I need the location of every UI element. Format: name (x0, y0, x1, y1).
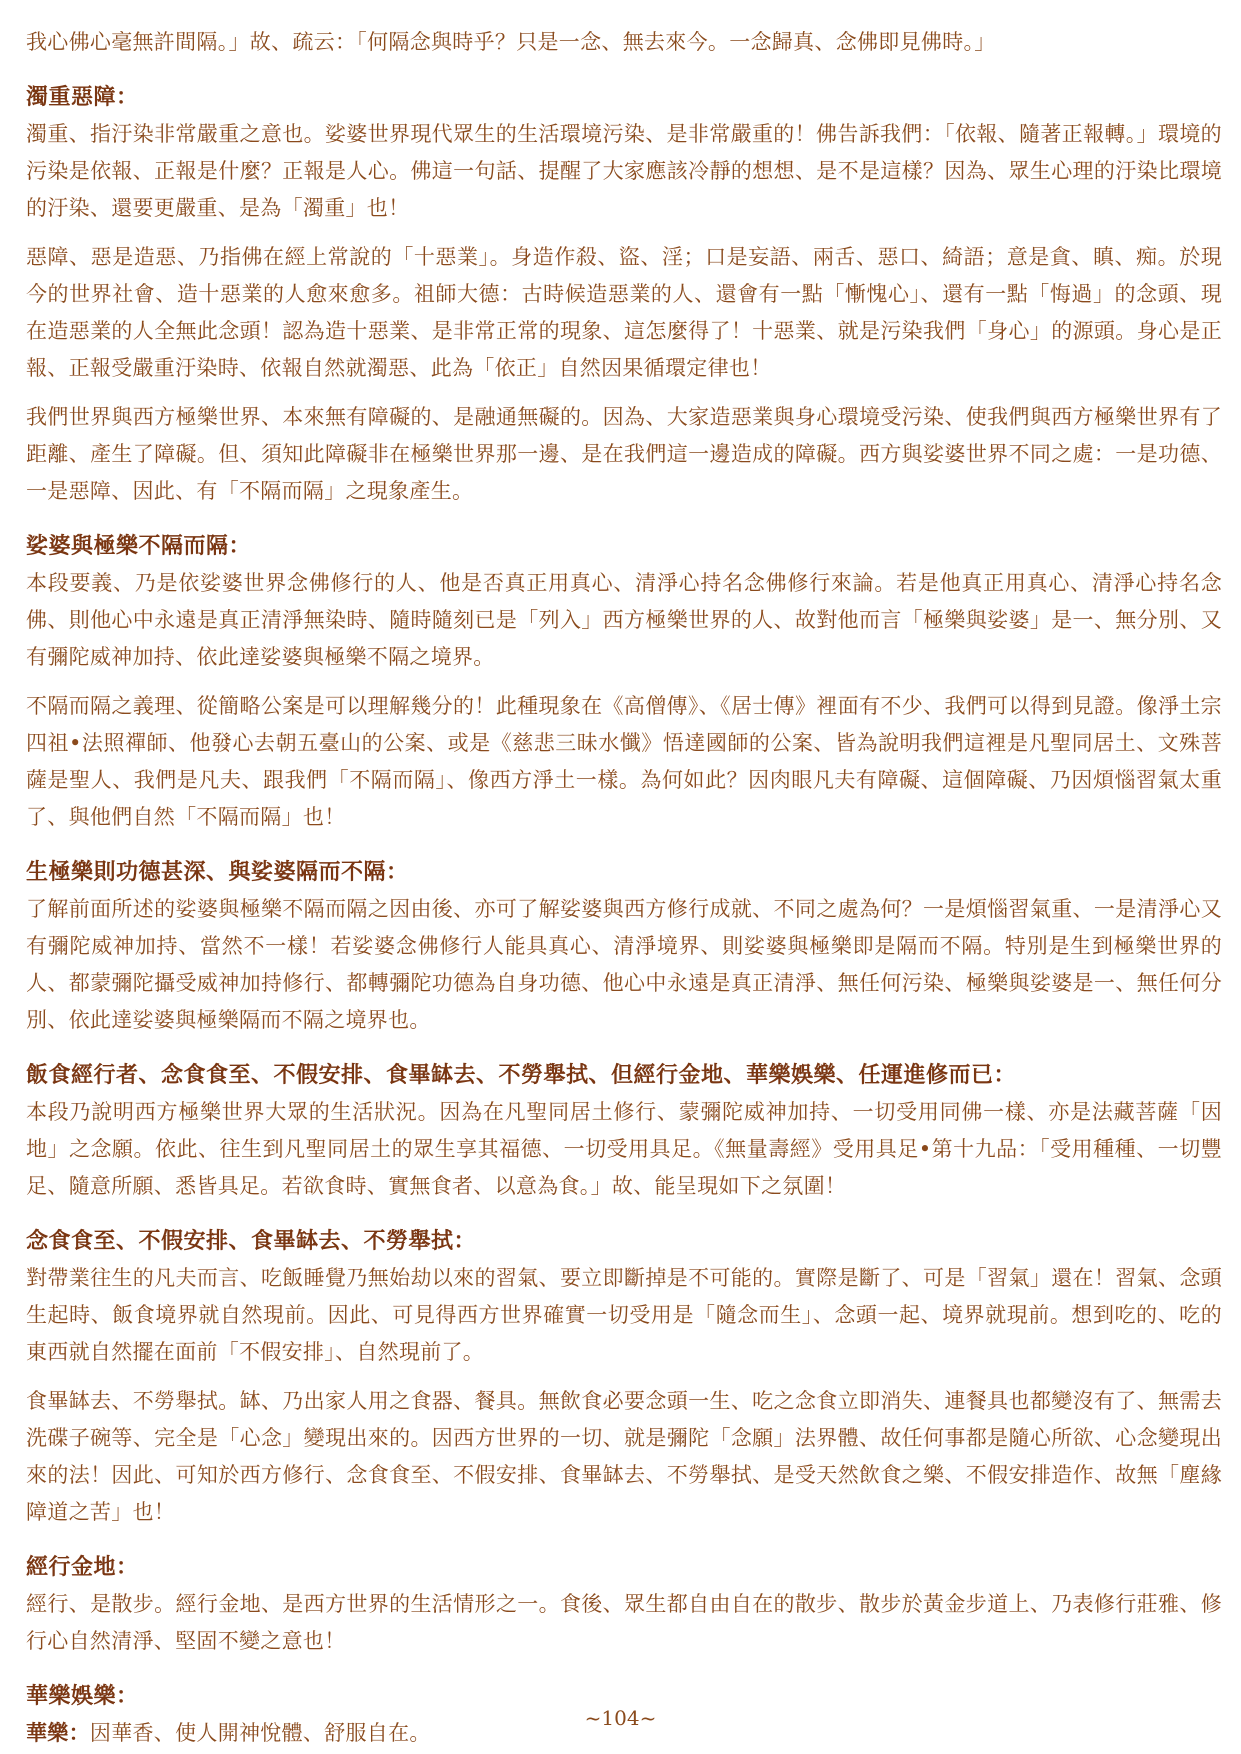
section-heading-flower-music: 華樂娛樂： (26, 1684, 139, 1709)
paragraph: 經行、是散步。經行金地、是西方世界的生活情形之一。食後、眾生都自由自在的散步、散步於黃金步道上、乃表修行莊雅、修行心自然清淨、堅固不變之意也！ (26, 1592, 1222, 1653)
paragraph: 濁重、指汙染非常嚴重之意也。娑婆世界現代眾生的生活環境污染、是非常嚴重的！佛告訴我們：「依報、隨著正報轉。」環境的污染是依報、正報是什麼？正報是人心。佛這一句話、提醒了大家應該冷靜的想想、是不是這樣？因為、眾生心理的汙染比環境的汙染、還要更嚴重、是為「濁重」也！ (26, 122, 1222, 220)
section-heading-turbid-obstacles: 濁重惡障： (26, 85, 139, 110)
section-heading-golden-ground: 經行金地： (26, 1555, 139, 1580)
section-heading-merit: 生極樂則功德甚深、與娑婆隔而不隔： (26, 860, 409, 885)
section-heading-meals-walking: 飯食經行者、念食食至、不假安排、食畢缽去、不勞舉拭、但經行金地、華樂娛樂、任運進修而已： (26, 1063, 1017, 1088)
document-page (26, 24, 1222, 1752)
term-lead: 華樂： (26, 1721, 90, 1745)
paragraph: 食畢缽去、不勞舉拭。缽、乃出家人用之食器、餐具。無飲食必要念頭一生、吃之念食立即消失、連餐具也都變沒有了、無需去洗碟子碗等、完全是「心念」變現出來的。因西方世界的一切、就是彌陀「念願」法界體、故任何事都是隨心所欲、心念變現出來的法！因此、可知於西方修行、念食食至、不假安排、食畢缽去、不勞舉拭、是受天然飲食之樂、不假安排造作、故無「塵緣障道之苦」也！ (26, 1389, 1222, 1524)
paragraph: 不隔而隔之義理、從簡略公案是可以理解幾分的！此種現象在《高僧傳》、《居士傳》裡面有不少、我們可以得到見證。像淨土宗四祖•法照禪師、他發心去朝五臺山的公案、或是《慈悲三昧水懺》悟達國師的公案、皆為說明我們這裡是凡聖同居土、文殊菩薩是聖人、我們是凡夫、跟我們「不隔而隔」、像西方淨土一樣。為何如此？因肉眼凡夫有障礙、這個障礙、乃因煩惱習氣太重了、與他們自然「不隔而隔」也！ (26, 694, 1222, 829)
opening-paragraph: 我心佛心毫無許間隔。」故、疏云：「何隔念與時乎？只是一念、無去來今。一念歸真、念佛即見佛時。」 (26, 30, 996, 54)
section-heading-food-arrives: 念食食至、不假安排、食畢缽去、不勞舉拭： (26, 1229, 477, 1254)
section-heading-not-separated: 娑婆與極樂不隔而隔： (26, 534, 252, 559)
paragraph: 本段要義、乃是依娑婆世界念佛修行的人、他是否真正用真心、清淨心持名念佛修行來論。若是他真正用真心、清淨心持名念佛、則他心中永遠是真正清淨無染時、隨時隨刻已是「列入」西方極樂世界的人、故對他而言「極樂與娑婆」是一、無分別、又有彌陀威神加持、依此達娑婆與極樂不隔之境界。 (26, 571, 1222, 669)
paragraph: 我們世界與西方極樂世界、本來無有障礙的、是融通無礙的。因為、大家造惡業與身心環境受污染、使我們與西方極樂世界有了距離、產生了障礙。但、須知此障礙非在極樂世界那一邊、是在我們這一邊造成的障礙。西方與娑婆世界不同之處：一是功德、一是惡障、因此、有「不隔而隔」之現象產生。 (26, 405, 1222, 503)
paragraph: 了解前面所述的娑婆與極樂不隔而隔之因由後、亦可了解娑婆與西方修行成就、不同之處為何？一是煩惱習氣重、一是清淨心又有彌陀威神加持、當然不一樣！若娑婆念佛修行人能具真心、清淨境界、則娑婆與極樂即是隔而不隔。特別是生到極樂世界的人、都蒙彌陀攝受威神加持修行、都轉彌陀功德為自身功德、他心中永遠是真正清淨、無任何污染、極樂與娑婆是一、無任何分別、依此達娑婆與極樂隔而不隔之境界也。 (26, 897, 1222, 1032)
paragraph: 對帶業往生的凡夫而言、吃飯睡覺乃無始劫以來的習氣、要立即斷掉是不可能的。實際是斷了、可是「習氣」還在！習氣、念頭生起時、飯食境界就自然現前。因此、可見得西方世界確實一切受用是「隨念而生」、念頭一起、境界就現前。想到吃的、吃的東西就自然擺在面前「不假安排」、自然現前了。 (26, 1266, 1222, 1364)
paragraph: 本段乃說明西方極樂世界大眾的生活狀況。因為在凡聖同居土修行、蒙彌陀威神加持、一切受用同佛一樣、亦是法藏菩薩「因地」之念願。依此、往生到凡聖同居土的眾生享其福德、一切受用具足。《無量壽經》受用具足•第十九品：「受用種種、一切豐足、隨意所願、悉皆具足。若欲食時、實無食者、以意為食。」故、能呈現如下之氛圍！ (26, 1100, 1222, 1198)
paragraph: 惡障、惡是造惡、乃指佛在經上常說的「十惡業」。身造作殺、盜、淫；口是妄語、兩舌、惡口、綺語；意是貪、瞋、痴。於現今的世界社會、造十惡業的人愈來愈多。祖師大德：古時候造惡業的人、還會有一點「慚愧心」、還有一點「悔過」的念頭、現在造惡業的人全無此念頭！認為造十惡業、是非常正常的現象、這怎麼得了！十惡業、就是污染我們「身心」的源頭。身心是正報、正報受嚴重汙染時、依報自然就濁惡、此為「依正」自然因果循環定律也！ (26, 245, 1222, 380)
page-number: ~104~ (584, 1706, 657, 1730)
term-definition: 因華香、使人開神悅體、舒服自在。 (89, 1721, 431, 1745)
